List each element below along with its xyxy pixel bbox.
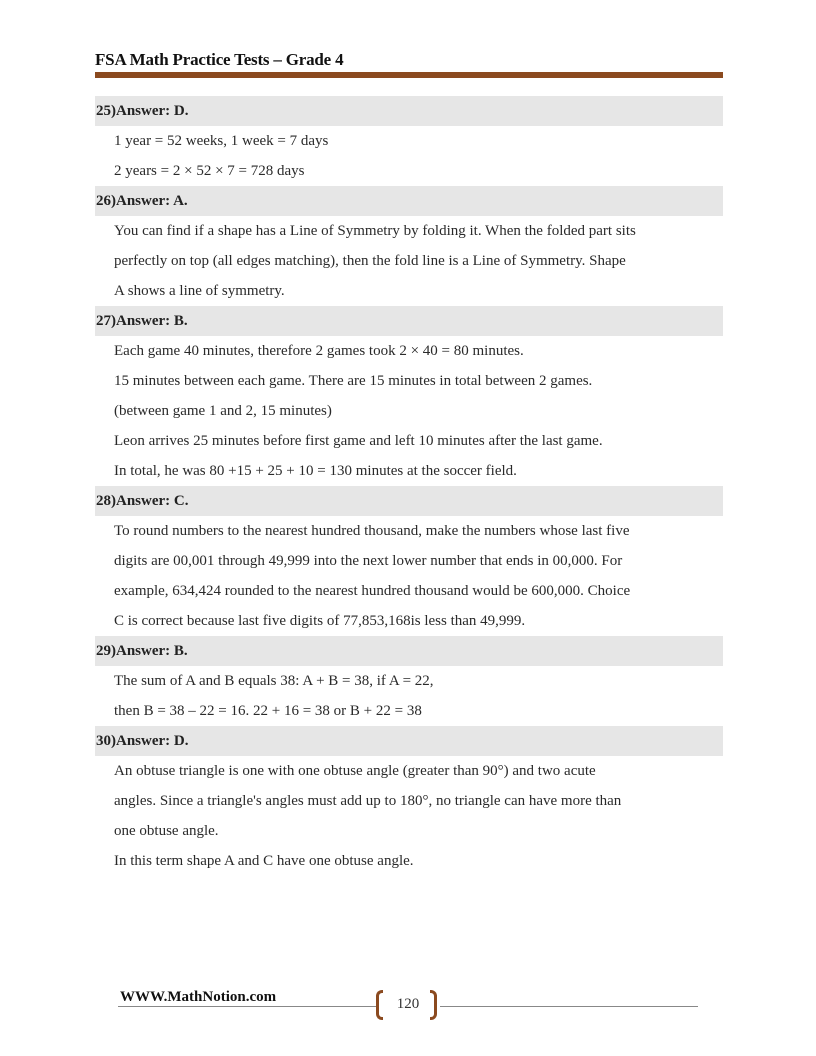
- answer-block: [95, 306, 723, 486]
- footer-divider-left: [118, 1006, 376, 1007]
- explanation-line: You can find if a shape has a Line of Symmetry by folding it. When the folded part sits: [114, 223, 636, 239]
- answer-list: [95, 96, 723, 876]
- answer-label: 25)Answer: D.: [95, 96, 723, 126]
- page-number: 120: [396, 996, 420, 1012]
- explanation-line: Leon arrives 25 minutes before first game and left 10 minutes after the last game.: [114, 433, 603, 449]
- explanation-line: 2 years = 2 × 52 × 7 = 728 days: [114, 163, 305, 179]
- answer-label: 26)Answer: A.: [95, 186, 723, 216]
- footer-website: WWW.MathNotion.com: [120, 989, 277, 1005]
- explanation-line: Each game 40 minutes, therefore 2 games took 2 × 40 = 80 minutes.: [114, 343, 524, 359]
- explanation-line: To round numbers to the nearest hundred thousand, make the numbers whose last five: [114, 523, 630, 539]
- explanation-line: then B = 38 – 22 = 16. 22 + 16 = 38 or B + 22 = 38: [114, 703, 422, 719]
- answer-label: 27)Answer: B.: [95, 306, 723, 336]
- answer-block: [95, 636, 723, 726]
- answer-label: 30)Answer: D.: [95, 726, 723, 756]
- answer-block: [95, 726, 723, 876]
- explanation-line: (between game 1 and 2, 15 minutes): [114, 403, 332, 419]
- explanation-line: 1 year = 52 weeks, 1 week = 7 days: [114, 133, 329, 149]
- left-bracket-icon: [376, 990, 383, 1020]
- header-divider: [95, 72, 723, 78]
- explanation-line: perfectly on top (all edges matching), then the fold line is a Line of Symmetry. Shape: [114, 253, 626, 269]
- explanation-line: example, 634,424 rounded to the nearest hundred thousand would be 600,000. Choice: [114, 583, 631, 599]
- explanation-line: digits are 00,001 through 49,999 into the next lower number that ends in 00,000. For: [114, 553, 623, 569]
- explanation-line: C is correct because last five digits of 77,853,168is less than 49,999.: [114, 613, 526, 629]
- explanation-line: 15 minutes between each game. There are 15 minutes in total between 2 games.: [114, 373, 593, 389]
- explanation-line: one obtuse angle.: [114, 823, 219, 839]
- explanation-line: In this term shape A and C have one obtuse angle.: [114, 853, 414, 869]
- footer-divider-right: [440, 1006, 698, 1007]
- answer-block: [95, 486, 723, 636]
- right-bracket-icon: [430, 990, 437, 1020]
- explanation-line: In total, he was 80 +15 + 25 + 10 = 130 minutes at the soccer field.: [114, 463, 517, 479]
- answer-block: [95, 186, 723, 306]
- answer-block: [95, 96, 723, 186]
- explanation-line: A shows a line of symmetry.: [114, 283, 285, 299]
- explanation-line: The sum of A and B equals 38: A + B = 38, if A = 22,: [114, 673, 434, 689]
- explanation-line: An obtuse triangle is one with one obtuse angle (greater than 90°) and two acute: [114, 763, 596, 779]
- answer-label: 28)Answer: C.: [95, 486, 723, 516]
- answer-label: 29)Answer: B.: [95, 636, 723, 666]
- document-title: FSA Math Practice Tests – Grade 4: [95, 50, 344, 69]
- explanation-line: angles. Since a triangle's angles must add up to 180°, no triangle can have more than: [114, 793, 622, 809]
